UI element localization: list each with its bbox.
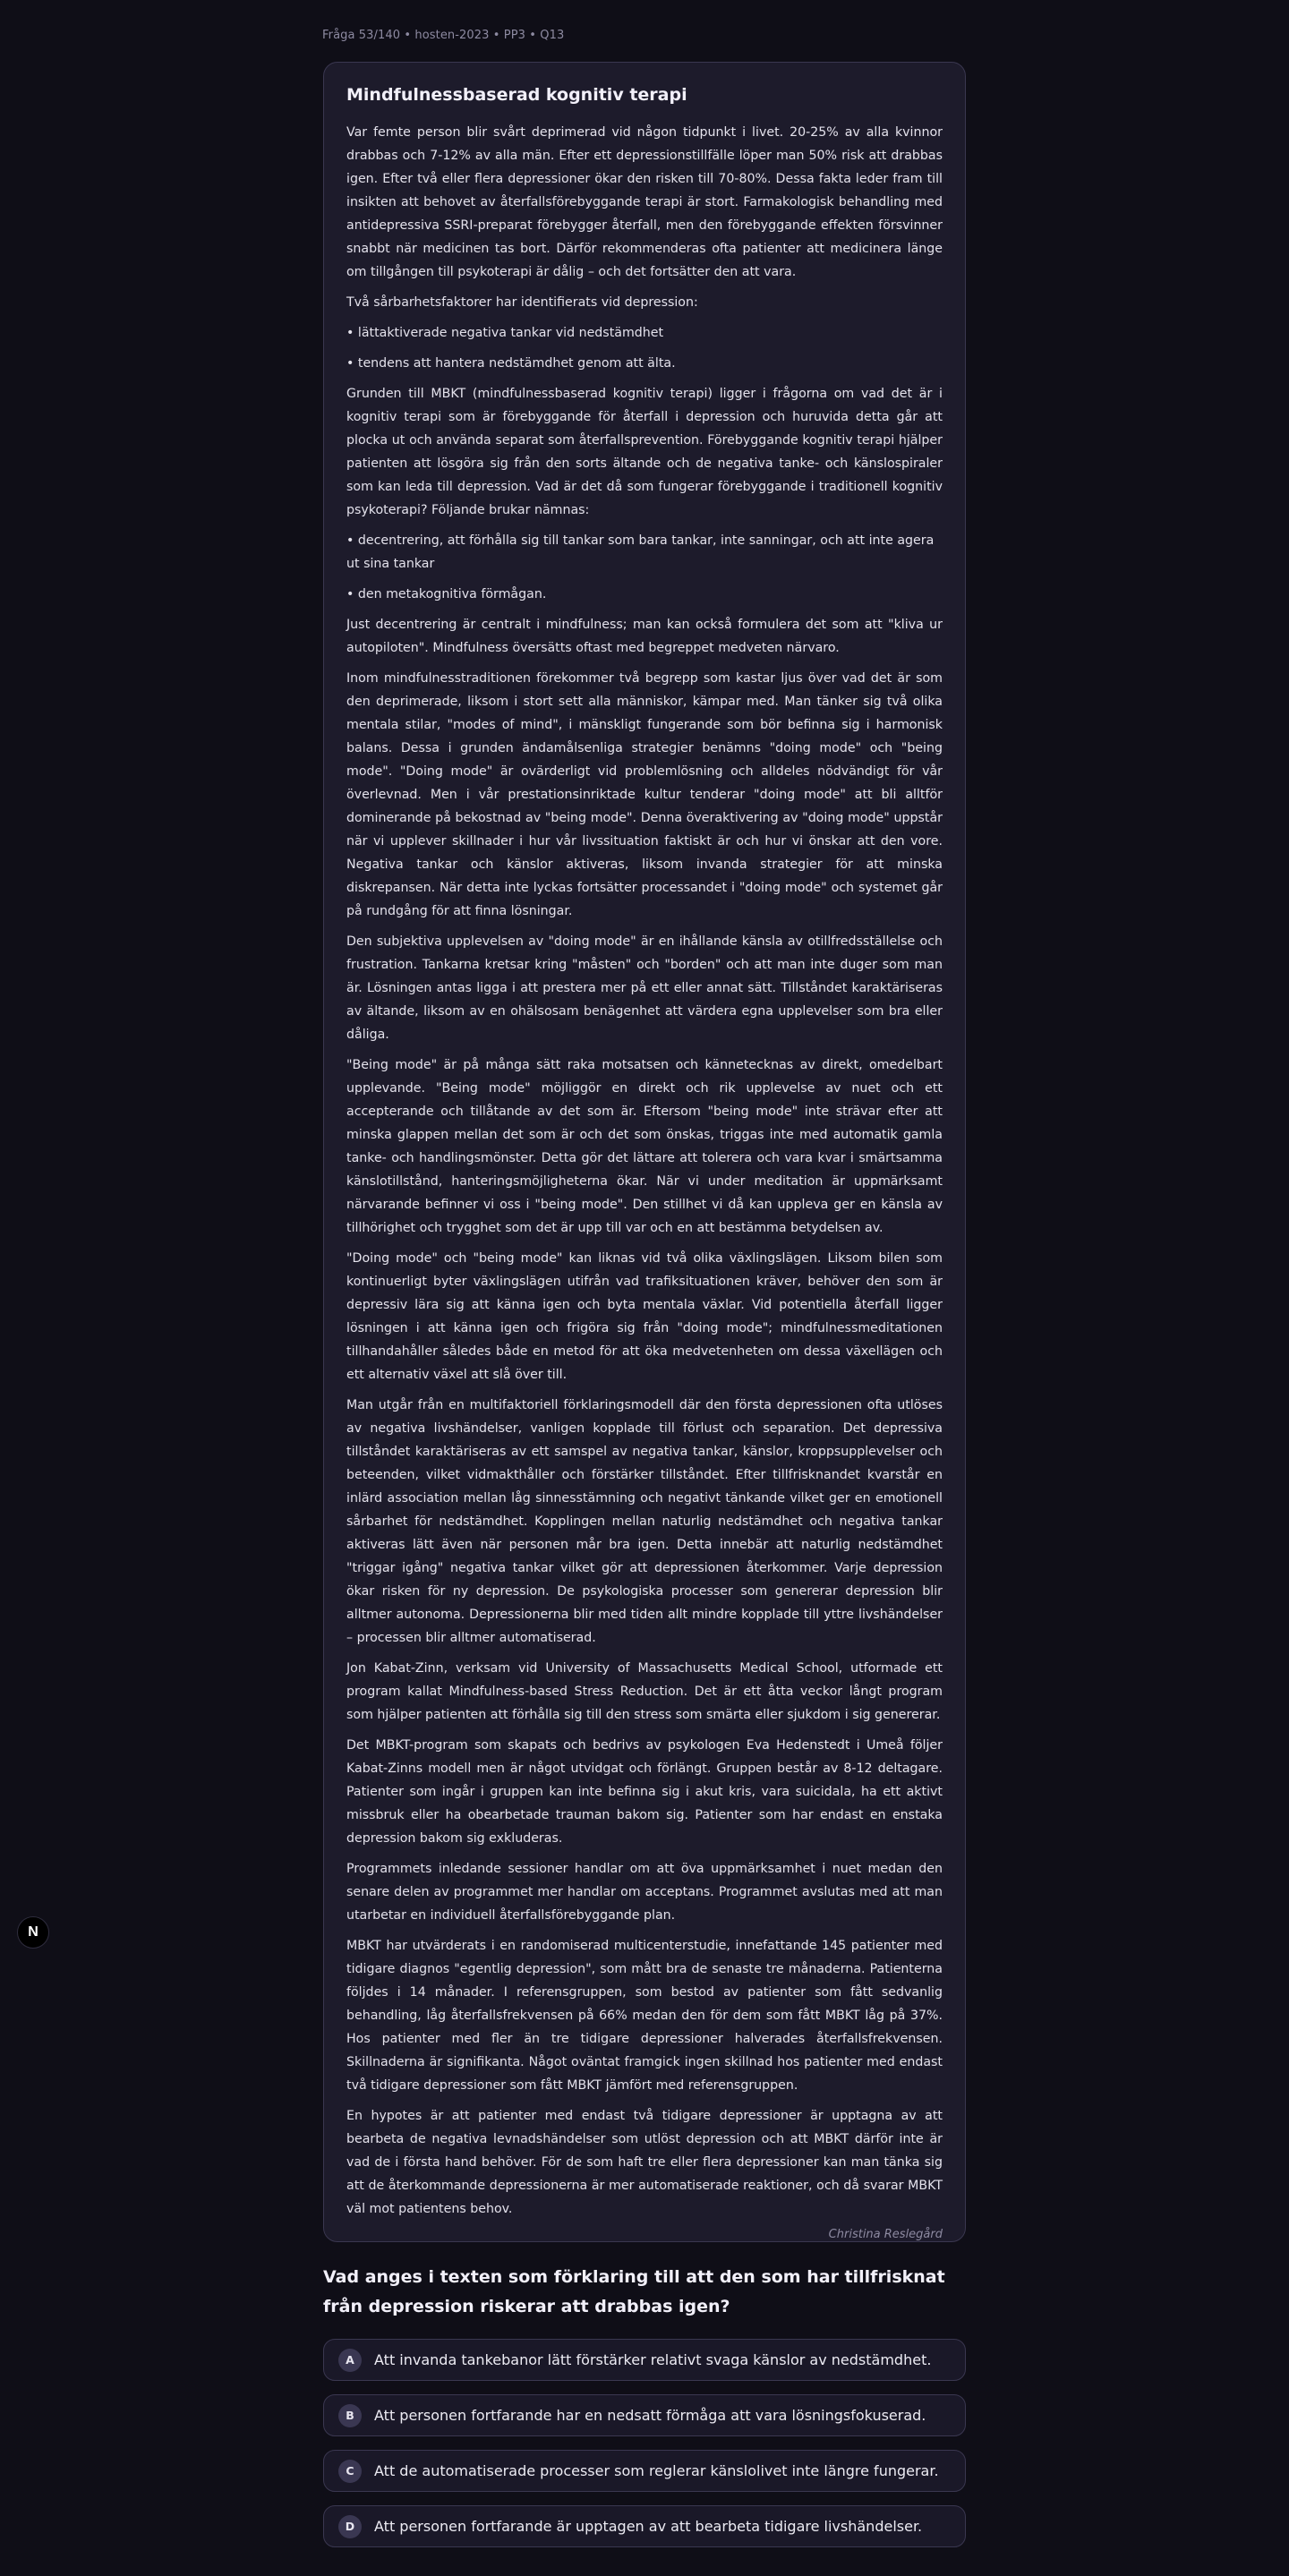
- passage-title: Mindfulnessbaserad kognitiv terapi: [346, 85, 687, 105]
- passage-paragraph: MBKT har utvärderats i en randomiserad multicenterstudie, innefattande 145 patienter med tidigare diagnos "egentlig depression", som mått bra de senaste tre månaderna. Patienterna följdes i 14 månader. I referensgruppen, som bestod av patienter som fått sedvanlig behandling, låg återfallsfrekvensen på 66% medan den för dem som fått MBKT låg på 37%. Hos patienter med fler än tre tidigare depressioner halverades återfallsfrekvensen. Skillnaderna är signifikanta. Något oväntat framgick ingen skillnad hos patienter med endast två tidigare depressioner som fått MBKT jämfört med referensgruppen.: [346, 1938, 943, 2093]
- option-text: Att de automatiserade processer som reglerar känslolivet inte längre fungerar.: [374, 2462, 939, 2479]
- option-letter-badge: C: [338, 2460, 362, 2483]
- passage-body: [346, 121, 943, 2221]
- breadcrumb: Fråga 53/140 • hosten-2023 • PP3 • Q13: [322, 29, 565, 42]
- passage-paragraph: Just decentrering är centralt i mindfulness; man kan också formulera det som att "kliva ur autopiloten". Mindfulness översätts oftast med begreppet medveten närvaro.: [346, 617, 943, 655]
- option-text: Att personen fortfarande har en nedsatt förmåga att vara lösningsfokuserad.: [374, 2407, 926, 2424]
- passage-paragraph: Grunden till MBKT (mindfulnessbaserad kognitiv terapi) ligger i frågorna om vad det är i kognitiv terapi som är förebyggande för återfall i depression och huruvida detta går att plocka ut och använda separat som återfallsprevention. Förebyggande kognitiv terapi hjälper patienten att lösgöra sig från den sorts ältande och de negativa tanke- och känslospiraler som kan leda till depression. Vad är det då som fungerar förebyggande i traditionell kognitiv psykoterapi? Följande brukar nämnas:: [346, 386, 943, 517]
- passage-paragraph: "Doing mode" och "being mode" kan liknas vid två olika växlingslägen. Liksom bilen som kontinuerligt byter växlingslägen utifrån vad trafiksituationen kräver, behöver den som är depressiv lära sig att känna igen och byta mentala växlar. Vid potentiella återfall ligger lösningen i att känna igen och frigöra sig från "doing mode"; mindfulnessmeditationen tillhandahåller således både en metod för att öka medvetenheten om dessa växellägen och ett alternativ växel att slå över till.: [346, 1250, 943, 1382]
- option-letter-badge: B: [338, 2404, 362, 2427]
- passage-paragraph: Inom mindfulnesstraditionen förekommer två begrepp som kastar ljus över vad det är som den deprimerade, liksom i stort sett alla människor, kämpar med. Man tänker sig två olika mentala stilar, "modes of mind", i mänskligt fungerande som bör befinna sig i harmonisk balans. Dessa i grunden ändamålsenliga strategier benämns "doing mode" och "being mode". "Doing mode" är ovärderligt vid problemlösning och alldeles nödvändigt för vår överlevnad. Men i vår prestationsinriktade kultur tenderar "doing mode" att bli alltför dominerande på bekostnad av "being mode". Denna överaktivering av "doing mode" uppstår när vi upplever skillnader i hur vår livssituation faktiskt är och hur vi önskar att den vore. Negativa tankar och känslor aktiveras, liksom invanda strategier för att minska diskrepansen. När detta inte lyckas fortsätter processandet i "doing mode" och systemet går på rundgång för att finna lösningar.: [346, 670, 943, 918]
- passage-paragraph: En hypotes är att patienter med endast två tidigare depressioner är upptagna av att bearbeta de negativa levnadshändelser som utlöst depression och att MBKT därför inte är vad de i första hand behöver. För de som haft tre eller flera depressioner kan man tänka sig att de återkommande depressionerna är mer automatiserade reaktioner, och då svarar MBKT väl mot patientens behov.: [346, 2108, 943, 2216]
- question-text: Vad anges i texten som förklaring till att den som har tillfrisknat från depression riskerar att drabbas igen?: [323, 2267, 945, 2316]
- passage-bullet: • tendens att hantera nedstämdhet genom att älta.: [346, 355, 676, 371]
- passage-paragraph: Jon Kabat-Zinn, verksam vid University of Massachusetts Medical School, utformade ett program kallat Mindfulness-based Stress Reduction. Det är ett åtta veckor långt program som hjälper patienten att förhålla sig till den stress som smärta eller sjukdom i sig genererar.: [346, 1660, 943, 1722]
- passage-paragraph: Var femte person blir svårt deprimerad vid någon tidpunkt i livet. 20-25% av alla kvinnor drabbas och 7-12% av alla män. Efter ett depressionstillfälle löper man 50% risk att drabbas igen. Efter två eller flera depressioner ökar den risken till 70-80%. Dessa fakta leder fram till insikten att behovet av återfallsförebyggande terapi är stort. Farmakologisk behandling med antidepressiva SSRI-preparat förebygger återfall, men den förebyggande effekten försvinner snabbt när medicinen tas bort. Därför rekommenderas ofta patienter att medicinera länge om tillgången till psykoterapi är dålig – och det fortsätter den att vara.: [346, 124, 943, 279]
- passage-author: Christina Reslegård: [828, 2227, 943, 2241]
- passage-paragraph: Programmets inledande sessioner handlar om att öva uppmärksamhet i nuet medan den senare delen av programmet mer handlar om acceptans. Programmet avslutas med att man utarbetar en individuell återfallsförebyggande plan.: [346, 1861, 943, 1923]
- answer-options: [323, 2339, 966, 2561]
- option-c-button[interactable]: [323, 2450, 966, 2492]
- option-letter-badge: D: [338, 2515, 362, 2538]
- passage-paragraph: "Being mode" är på många sätt raka motsatsen och kännetecknas av direkt, omedelbart upplevande. "Being mode" möjliggör en direkt och rik upplevelse av nuet och ett accepterande och tillåtande av det som är. Eftersom "being mode" inte strävar efter att minska glappen mellan det som är och det som önskas, triggas inte med automatik gamla tanke- och handlingsmönster. Detta gör det lättare att tolerera och vara kvar i smärtsamma känslotillstånd, hanteringsmöjligheterna ökar. När vi under meditation är uppmärksamt närvarande befinner vi oss i "being mode". Den stillhet vi då kan uppleva ger en känsla av tillhörighet och trygghet som det är upp till var och en att bestämma betydelsen av.: [346, 1057, 943, 1235]
- passage-bullet: • decentrering, att förhålla sig till tankar som bara tankar, inte sanningar, och att inte agera ut sina tankar: [346, 533, 935, 571]
- passage-paragraph: Man utgår från en multifaktoriell förklaringsmodell där den första depressionen ofta utlöses av negativa livshändelser, vanligen kopplade till förlust och separation. Det depressiva tillståndet karaktäriseras av ett samspel av negativa tankar, känslor, kroppsupplevelser och beteenden, vilket vidmakthåller och förstärker tillståndet. Efter tillfrisknandet kvarstår en inlärd association mellan låg sinnesstämning och negativt tänkande vilket ger en emotionell sårbarhet för nedstämdhet. Kopplingen mellan naturlig nedstämdhet och negativa tankar aktiveras lätt även när personen mår bra igen. Detta innebär att naturlig nedstämdhet "triggar igång" negativa tankar vilket gör att depressionen återkommer. Varje depression ökar risken för ny depression. De psykologiska processer som genererar depression blir alltmer autonoma. Depressionerna blir med tiden allt mindre kopplade till yttre livshändelser – processen blir alltmer automatiserad.: [346, 1397, 943, 1645]
- passage-paragraph: Den subjektiva upplevelsen av "doing mode" är en ihållande känsla av otillfredsställelse och frustration. Tankarna kretsar kring "måsten" och "borden" och att man inte duger som man är. Lösningen antas ligga i att prestera mer på ett eller annat sätt. Tillståndet karaktäriseras av ältande, liksom av en ohälsosam benägenhet att värdera egna upplevelser som bra eller dåliga.: [346, 934, 943, 1042]
- option-letter-badge: A: [338, 2349, 362, 2372]
- option-b-button[interactable]: [323, 2394, 966, 2436]
- option-d-button[interactable]: [323, 2505, 966, 2547]
- option-text: Att personen fortfarande är upptagen av att bearbeta tidigare livshändelser.: [374, 2518, 923, 2535]
- option-text: Att invanda tankebanor lätt förstärker relativt svaga känslor av nedstämdhet.: [374, 2351, 932, 2368]
- n-logo-icon[interactable]: [17, 1916, 49, 1949]
- passage-card: [323, 62, 966, 2242]
- passage-bullet: • lättaktiverade negativa tankar vid nedstämdhet: [346, 325, 664, 340]
- option-a-button[interactable]: [323, 2339, 966, 2381]
- fab-letter: N: [28, 1924, 38, 1940]
- passage-bullet: • den metakognitiva förmågan.: [346, 586, 547, 601]
- passage-paragraph: Två sårbarhetsfaktorer har identifierats vid depression:: [346, 294, 698, 310]
- passage-paragraph: Det MBKT-program som skapats och bedrivs av psykologen Eva Hedenstedt i Umeå följer Kabat-Zinns modell men är något utvidgat och förlängt. Gruppen består av 8-12 deltagare. Patienter som ingår i gruppen kan inte befinna sig i akut kris, vara suicidala, ha ett aktivt missbruk eller ha obearbetade trauman bakom sig. Patienter som har endast en enstaka depression bakom sig exkluderas.: [346, 1737, 943, 1846]
